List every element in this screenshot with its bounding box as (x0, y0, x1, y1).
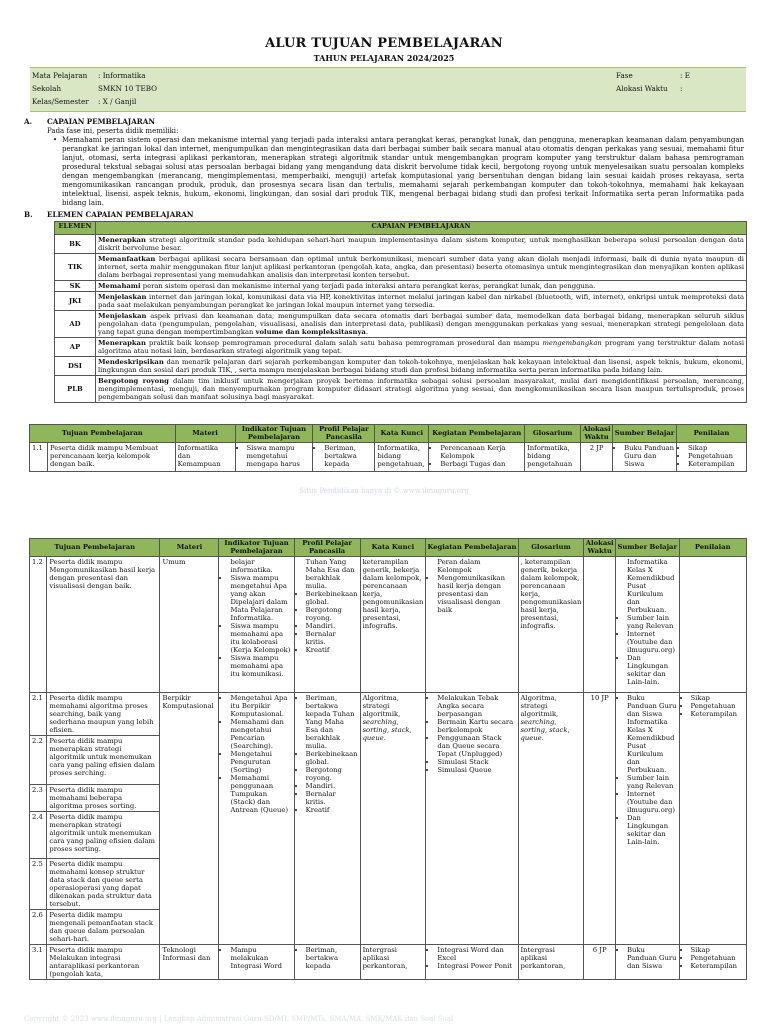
list-item: • Sumber lain yang Relevan (627, 614, 676, 630)
elemen-code: DSI (55, 357, 96, 376)
elemen-description (96, 235, 747, 254)
th-indikator: Indikator Tujuan Pembelajaran (235, 425, 313, 443)
list-item: • Kreatif (306, 806, 358, 814)
list-item: • Internet (Youtube dan ilmuguru.org) (627, 790, 676, 814)
th-tujuan: Tujuan Pembelajaran (30, 425, 176, 443)
table-row (30, 443, 747, 472)
list-item: • Pengetahuan (691, 702, 745, 710)
th-kegiatan: Kegiatan Pembelajaran (426, 539, 518, 557)
elemen-description (96, 292, 747, 311)
elemen-lead-verb: Memahami (98, 282, 141, 290)
penilaian-cell (679, 945, 747, 980)
elemen-lead-verb: Mendeskripsikan (98, 358, 164, 366)
elemen-lead-verb: Menerapkan (98, 236, 146, 244)
th-glosarium: Glosarium (525, 425, 581, 443)
list-item: • Keterampilan (691, 962, 745, 970)
kegiatan-cell (426, 557, 518, 693)
glosarium-cell (518, 693, 584, 945)
list-item: • Mandiri. (306, 622, 358, 630)
elemen-row (55, 311, 747, 338)
elemen-code: AD (55, 311, 96, 338)
row-number: 3.1 (30, 945, 47, 980)
alokasi-cell (584, 557, 616, 693)
list-item: • Simulasi Queue (437, 766, 515, 774)
continued-text: belajar informatika. (230, 558, 273, 574)
document-subtitle: TAHUN PELAJARAN 2024/2025 (313, 53, 455, 63)
elemen-code: AP (55, 338, 96, 357)
list-item: • Keterampilan (691, 710, 745, 718)
list-item: • Mengomunikasikan hasil kerja dengan presentasi dan visualisasi dengan baik (437, 574, 515, 614)
profil-cell (294, 557, 360, 693)
list-item: • Kreatif (306, 646, 358, 654)
list-item: • Bermain Kartu secara berkelompok (437, 718, 515, 734)
list-item: • Buku Panduan Guru dan Siswa (627, 946, 676, 970)
sekolah-label: Sekolah (32, 84, 62, 93)
fase-label: Fase (616, 71, 633, 80)
indikator-cell (219, 945, 294, 980)
section-a-intro: Pada fase ini, peserta didik memiliki: (47, 127, 179, 135)
elemen-text: dan menarik pelajaran dari sejarah perkembangan komputer dan tokoh-tokohnya, menjelaskan hak kekayaan intelektual dan lisensi, aspek teknis, hukum, ekonomi, lingkungan dan sosial dari produk TIK, , serta mampu menjelaskan berbagai bidang studi dan profesi bidang informatika serta peran informatika pada bidang lain. (98, 358, 744, 374)
glosarium-cell: , keterampilan generik, bekerja dalam kelompok, perencanaan kerja, pengomunikasian hasil kerja, presentasi, infografis. (518, 557, 584, 693)
elemen-code: PLB (55, 376, 96, 403)
row-number: 2.5 (30, 859, 47, 910)
materi-cell: Teknologi Informasi dan (160, 945, 219, 980)
elemen-italic: mengembangkan (542, 339, 602, 347)
list-item: • Sikap (688, 444, 744, 452)
list-item: • Mengetahui Pengurutan (Sorting) (230, 750, 291, 774)
elemen-emphasis: volume dan kompleksitasnya (255, 328, 366, 336)
elemen-text: praktik baik konsep pemrograman procedural dalam salah satu bahasa pemrograman prosedural dan mampu (145, 339, 543, 347)
list-item: • Melakukan Tebak Angka secara berpasangan (437, 694, 515, 718)
kata-kunci-cell: Informatika, bidang pengetahuan, (375, 443, 429, 472)
indikator-cell (219, 693, 294, 945)
list-item: • Sikap (691, 946, 745, 954)
kegiatan-cell (429, 443, 525, 472)
list-item: • Berkebinekaan global. (306, 750, 358, 766)
th-penilaian: Penilaian (679, 539, 747, 557)
list-item: • Dan Lingkungan sekitar dan Lain-lain. (627, 654, 676, 686)
glosarium-text: Algoritma, strategi algoritmik, (520, 694, 559, 718)
penilaian-cell (676, 443, 746, 472)
elemen-description (96, 357, 747, 376)
continued-text: Peran dalam Kelompok (437, 558, 481, 574)
elemen-code: SK (55, 281, 96, 292)
elemen-lead-verb: Menjelaskan (98, 312, 147, 320)
list-item: • Bergotong royong. (306, 606, 358, 622)
tujuan-cell: Peserta didik mampu menerapkan strategi algoritmik untuk menemukan cara yang paling efisien dalam proses serching. (47, 736, 160, 785)
atp-table-part1 (29, 424, 747, 472)
tujuan-cell: Peserta didik mampu mengenali pemanfaatan stack dan queue dalam persoalan sehari-hari. (47, 910, 160, 945)
list-item: • Buku Panduan Guru dan Siswa (624, 444, 674, 468)
tujuan-cell: Peserta didik mampu memahami konsep struktur data stack dan queue serta operasioperasi yang dapat dikenakan pada struktur data tersebut. (47, 859, 160, 910)
th-indikator: Indikator Tujuan Pembelajaran (219, 539, 294, 557)
document-title: ALUR TUJUAN PEMBELAJARAN (265, 36, 503, 51)
list-item: • Memahami dan mengetahui Pencarian (Searching). (230, 718, 291, 750)
section-a-heading: CAPAIAN PEMBELAJARAN (47, 117, 155, 126)
th-profil: Profil Pelajar Pancasila (294, 539, 360, 557)
row-number: 2.4 (30, 812, 47, 859)
elemen-header: ELEMEN (55, 222, 96, 235)
elemen-end: . (365, 328, 368, 336)
mapel-value: : Informatika (98, 71, 146, 80)
list-item: • Siswa mampu memahami apa itu kolaborasi (Kerja Kelompok) (230, 622, 291, 654)
kata-kunci-cell: keterampilan generik, bekerja dalam kelompok, perencanaan kerja, pengomunikasian hasil kerja, presentasi, infografis. (360, 557, 426, 693)
elemen-row (55, 376, 747, 403)
profil-cell (313, 443, 375, 472)
kata-kunci-italic: searching, sorting, stack, queue. (362, 718, 412, 742)
continued-text: Informatika Kelas X Kemendikbud Pusat Kurikulum dan Perbukuan. (627, 558, 675, 614)
row-number: 2.6 (30, 910, 47, 945)
list-item: • Simulasi Stack (437, 758, 515, 766)
bullet-dot: • (53, 136, 58, 144)
watermark-center: Situs Pendidikan hanya di © www.ilmuguru.org (299, 487, 469, 495)
elemen-description (96, 338, 747, 357)
elemen-end: program yang terstruktur dalam notasi algoritma atau notasi lain, berdasarkan strategi algoritmik yang tepat. (98, 339, 744, 355)
list-item: • Internet (Youtube dan ilmuguru.org) (627, 630, 676, 654)
list-item: • Bergotong royong. (306, 766, 358, 782)
row-number: 1.1 (30, 443, 48, 472)
table-row (30, 557, 747, 693)
profil-cell (294, 945, 360, 980)
sumber-cell (613, 443, 677, 472)
tujuan-cell: Peserta didik mampu Melakukan integrasi antaraplikasi perkantoran (pengolah kata, (47, 945, 160, 980)
alokasi-cell: 2 JP (581, 443, 613, 472)
kelas-label: Kelas/Semester (32, 97, 89, 106)
th-penilaian: Penilaian (676, 425, 746, 443)
list-item: • Bernalar kritis. (306, 630, 358, 646)
indikator-cell (219, 557, 294, 693)
section-a-text: Memahami peran sistem operasi dan mekanisme internal yang terjadi pada interaksi antara perangkat keras, perangkat lunak, dan pengguna, menerapkan keamanan dalam penyambungan perangkat ke jaringan lokal dan internet, mengumpulkan dan mengintegrasikan data dari berbagai sumber baik secara manual atau otomatis dengan perkakas yang sesuai, memahami fitur lanjut, otomasi, serta integrasi aplikasi perkantoran, menerapkan strategi algoritmik standar untuk mengembangkan program komputer yang terstruktur dalam bahasa pemrograman prosedural tekstual sebagai solusi atas persoalan berbagai bidang yang mengandung data diskrit bervolume tidak kecil, bergotong royong untuk menyelesaikan suatu persoalan kompleks dengan mengembangkan (merancang, mengimplementasi, memperbaiki, menguji) artefak komputasional yang bersentuhan dengan bidang lain sesuai kaidah proses rekayasa, serta mengomunikasikan rancangan produk, produk, dan prosesnya secara lisan dan tertulis, memahami sejarah perkembangan komputer dan tokoh-tokohnya, memahami hak kekayaan intelektual, lisensi, aspek teknis, hukum, ekonomi, lingkungan, dan sosial dari produk TIK, mengenal berbagai bidang studi dan profesi terkait Informatika serta peran Informatika pada bidang lain. (62, 136, 744, 207)
identity-box (30, 67, 746, 112)
materi-cell: Berpikir Komputasional (160, 693, 219, 945)
elemen-row (55, 281, 747, 292)
tujuan-cell: Peserta didik mampu memahami beberapa algoritma proses sorting. (47, 785, 160, 812)
profil-cell (294, 693, 360, 945)
list-item: • Sikap (691, 694, 745, 702)
list-item: • Beriman, bertakwa kepada (306, 946, 358, 970)
elemen-description (96, 376, 747, 403)
atp-table-part2 (29, 538, 747, 980)
elements-table (54, 221, 747, 403)
elemen-text: strategi algoritmik standar pada kehidupan sehari-hari maupun implementasinya dalam sistem komputer, untuk menghasilkan beberapa solusi persoalan dengan data diskrit bervolume besar. (98, 236, 744, 252)
fase-value: : E (680, 71, 690, 80)
th-alokasi: Alokasi Waktu (585, 539, 614, 555)
section-a-letter: A. (24, 117, 33, 126)
list-item: • Perencanaan Kerja Kelompok (440, 444, 522, 460)
alokasi-value: : (680, 84, 683, 93)
list-item: • Keterampilan (688, 460, 744, 468)
elemen-lead-verb: Menerapkan (98, 339, 146, 347)
list-item: • Berkebinekaan global. (306, 590, 358, 606)
elemen-text: aspek privasi dan keamanan data, mengumpulkan data secara otomatis dari berbagai sumber data, memodelkan data berbagai bidang, menerapkan seluruh siklus pengolahan data (pengumpulan, pengolahan, visualisasi, analisis dan interpretasi data, publikasi) dengan menggunakan perkakas yang sesuai, menerapkan strategi pengelolaan data yang tepat guna dengan mempertimbangkan (98, 312, 744, 336)
elemen-row (55, 292, 747, 311)
list-item: • Beriman, bertakwa kepada Tuhan Yang Maha Esa dan berakhlak mulia. (306, 694, 358, 750)
kegiatan-cell (426, 693, 518, 945)
list-item: • Integrasi Word dan Excel (437, 946, 515, 962)
section-b-letter: B. (24, 210, 33, 219)
th-materi: Materi (175, 425, 235, 443)
materi-cell: Informatika dan Kemampuan (175, 443, 235, 472)
sumber-cell (616, 693, 679, 945)
list-item: • Sumber lain yang Relevan (627, 774, 676, 790)
elemen-text: peran sistem operasi dan mekanisme internal yang terjadi pada interaksi antara perangkat keras, perangkat lunak, dan pengguna. (140, 282, 596, 290)
elemen-code: JKI (55, 292, 96, 311)
elemen-row (55, 254, 747, 281)
list-item: • Memahami penggunaan Tumpukan (Stack) dan Antrean (Queue) (230, 774, 291, 814)
list-item: • Mandiri. (306, 782, 358, 790)
th-profil: Profil Pelajar Pancasila (313, 425, 375, 443)
th-kata-kunci: Kata Kunci (375, 425, 429, 443)
section-b-heading: ELEMEN CAPAIAN PEMBELAJARAN (47, 210, 194, 219)
elemen-text: dalam tim inklusif untuk mengerjakan proyek bertema informatika sebagai solusi persoalan masyarakat, mulai dari mengidentifikasi persoalan, merancang, mengimplementasi, menguji, dan menyempurnakan program komputer didasari strategi algoritma yang sesuai, dan mengkomunikasikan secara lisan maupun tertulisproduk, proses pengembangan solusi dan manfaat solusinya bagi masyarakat. (98, 377, 744, 401)
list-item: • Siswa mampu mengetahui Apa yang akan Dipelajari dalam Mata Pelajaran Informatika. (230, 574, 291, 622)
tujuan-cell: Peserta didik mampu Membuat perencanaan kerja kelompok dengan baik. (47, 443, 175, 472)
th-materi: Materi (160, 539, 219, 557)
th-tujuan: Tujuan Pembelajaran (30, 539, 160, 557)
list-item: • Berbagi Tugas dan (440, 460, 522, 468)
elemen-code: TIK (55, 254, 96, 281)
kata-kunci-cell: Intergrasi aplikasi perkantoran, (360, 945, 426, 980)
elemen-description (96, 281, 747, 292)
elemen-lead-verb: Bergotong royong (98, 377, 169, 385)
indikator-cell (235, 443, 313, 472)
sekolah-value: SMKN 10 TEBO (98, 84, 158, 93)
row-number: 1.2 (30, 557, 47, 693)
th-sumber: Sumber Belajar (613, 425, 677, 443)
list-item: • Integrasi Power Ponit (437, 962, 515, 970)
list-item: • Beriman, bertakwa kepada (324, 444, 372, 468)
kegiatan-cell (426, 945, 518, 980)
list-item: • Mengetahui Apa itu Berpikir Komputasional. (230, 694, 291, 718)
th-sumber: Sumber Belajar (616, 539, 679, 557)
list-item: • Siswa mampu memahami apa itu komunikasi. (230, 654, 291, 678)
glosarium-cell: Intergrasi aplikasi perkantoran, (518, 945, 584, 980)
row-number: 2.2 (30, 736, 47, 785)
elemen-lead-verb: Menjelaskan (98, 293, 147, 301)
list-item: • Dan Lingkungan sekitar dan Lain-lain. (627, 814, 676, 846)
tujuan-cell: Peserta didik mampu menerapkan strategi algoritmik untuk menemukan cara yang paling efisien dalam proses sorting. (47, 812, 160, 859)
elemen-row (55, 357, 747, 376)
kata-kunci-cell (360, 693, 426, 945)
sumber-cell (616, 945, 679, 980)
th-kegiatan: Kegiatan Pembelajaran (429, 425, 525, 443)
elemen-text: berbagai aplikasi secara bersamaan dan optimal untuk berkomunikasi, mencari sumber data yang akan diolah menjadi informasi, baik di dunia nyata maupun di internet, serta mahir menggunakan fitur lanjut aplikasi perkantoran (pengolah kata, angka, dan presentasi) beserta otomasinya untuk mengintegrasikan dan menyajikan konten aplikasi dalam berbagai representasi yang memudahkan analisis dan interpretasi konten tersebut. (98, 255, 744, 279)
elemen-description (96, 311, 747, 338)
th-glosarium: Glosarium (518, 539, 584, 557)
row-number: 2.1 (30, 693, 47, 736)
tujuan-cell: Peserta didik mampu memahami algoritma proses searching, baik yang sederhana maupun yang lebih efisien. (47, 693, 160, 736)
alokasi-cell: 10 JP (584, 693, 616, 945)
tujuan-cell: Peserta didik mampu Mengomunikasikan hasil kerja dengan presentasi dan visualisasi dengan baik. (47, 557, 160, 693)
glosarium-cell: Informatika, bidang pengetahuan (525, 443, 581, 472)
list-item: • Pengetahuan (691, 954, 745, 962)
list-item: • Mampu melakukan Integrasi Word (230, 946, 291, 970)
th-kata-kunci: Kata Kunci (360, 539, 426, 557)
list-item: • Pengetahuan (688, 452, 744, 460)
elemen-code: BK (55, 235, 96, 254)
elemen-lead-verb: Memanfaatkan (98, 255, 156, 263)
alokasi-label: Alokasi Waktu (616, 84, 668, 93)
row-number: 2.3 (30, 785, 47, 812)
kelas-value: : X / Ganjil (98, 97, 137, 106)
th-alokasi: Alokasi Waktu (581, 425, 613, 443)
continued-text: Tuhan Yang Maha Esa dan berakhlak mulia. (305, 558, 355, 590)
materi-cell: Umum (160, 557, 219, 693)
sumber-cell (616, 557, 679, 693)
elemen-description (96, 254, 747, 281)
list-item: • Buku Panduan Guru dan Siswa Informatika Kelas X Kemendikbud Pusat Kurikulum dan Perbukuan. (627, 694, 676, 774)
list-item: • Penggunaan Stack dan Queue secara Tepat (Unplugged) (437, 734, 515, 758)
penilaian-cell (679, 557, 747, 693)
list-item: • Bernalar kritis. (306, 790, 358, 806)
penilaian-cell (679, 693, 747, 945)
elemen-row (55, 338, 747, 357)
elemen-text: internet dan jaringan lokal, komunikasi data via HP, konektivitas internet melalui jaringan kabel dan nirkabel (bluetooth, wifi, internet), enkripsi untuk memproteksi data pada saat melakukan penyambungan perangkat ke jaringan lokal maupun internet yang tersedia. (98, 293, 744, 309)
glosarium-italic: searching, sorting, stack, queue. (520, 718, 570, 742)
capaian-header: CAPAIAN PEMBELAJARAN (96, 222, 747, 235)
elemen-row (55, 235, 747, 254)
kata-kunci-text: Algoritma, strategi algoritmik, (362, 694, 401, 718)
mapel-label: Mata Pelajaran (32, 71, 88, 80)
alokasi-cell: 6 JP (584, 945, 616, 980)
table-row (30, 693, 747, 736)
watermark-footer: Copyright © 2023 www.ilmuguru.org | Lengkap Administrasi Guru SD/MI, SMP/MTs, SMA/MA, SMK/MAK dan Soal Soal (24, 1015, 454, 1023)
list-item: • Siswa mampu mengetahui mengapa harus (247, 444, 311, 468)
table-row (30, 945, 747, 980)
